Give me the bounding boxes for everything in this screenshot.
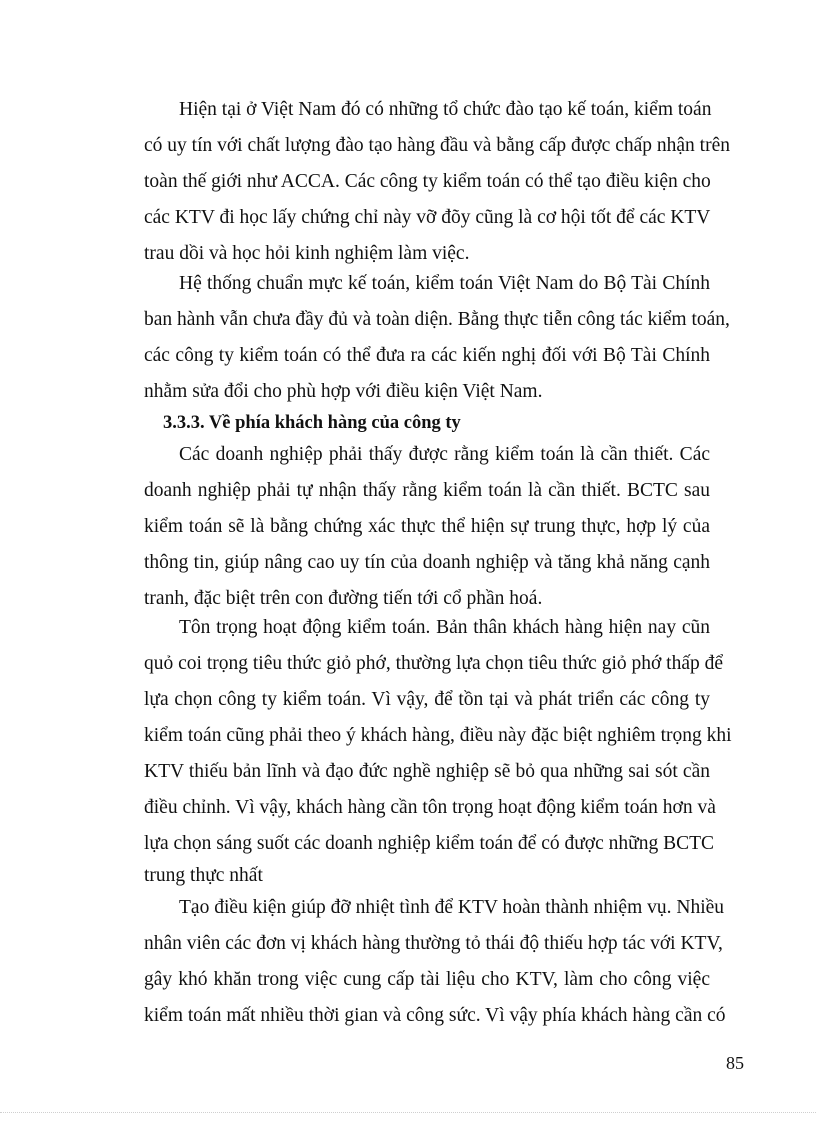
paragraph-line: Tôn trọng hoạt động kiểm toán. Bản thân khách hàng hiện nay cũn [179,617,710,638]
paragraph-line: Hệ thống chuẩn mực kế toán, kiểm toán Việt Nam do Bộ Tài Chính [179,273,710,294]
paragraph-line: trung thực nhất [144,865,263,886]
paragraph-line: có uy tín với chất lượng đào tạo hàng đầu và bằng cấp được chấp nhận trên [144,135,730,156]
paragraph-line: KTV thiếu bản lĩnh và đạo đức nghề nghiệp sẽ bỏ qua những sai sót cần [144,761,710,782]
paragraph-line: lựa chọn công ty kiểm toán. Vì vậy, để tồn tại và phát triển các công ty [144,689,710,710]
paragraph-line: nhằm sửa đổi cho phù hợp với điều kiện Việt Nam. [144,381,543,402]
paragraph-line: ban hành vẫn chưa đầy đủ và toàn diện. Bằng thực tiễn công tác kiểm toán, [144,309,730,330]
footer-divider [0,1112,816,1113]
paragraph-line: Tạo điều kiện giúp đỡ nhiệt tình để KTV hoàn thành nhiệm vụ. Nhiều [179,897,725,918]
section-heading: 3.3.3. Về phía khách hàng của công ty [163,413,461,433]
paragraph-line: doanh nghiệp phải tự nhận thấy rằng kiểm toán là cần thiết. BCTC sau [144,480,710,501]
paragraph-line: trau dồi và học hỏi kinh nghiệm làm việc. [144,243,470,264]
paragraph-line: điều chỉnh. Vì vậy, khách hàng cần tôn trọng hoạt động kiểm toán hơn và [144,797,716,818]
paragraph-line: kiểm toán sẽ là bằng chứng xác thực thể hiện sự trung thực, hợp lý của [144,516,710,537]
page-number: 85 [726,1053,744,1073]
paragraph-line: tranh, đặc biệt trên con đường tiến tới cổ phần hoá. [144,588,543,609]
paragraph-line: các KTV đi học lấy chứng chỉ này vỡ đõy cũng là cơ hội tốt để các KTV [144,207,711,228]
paragraph-line: nhân viên các đơn vị khách hàng thường tỏ thái độ thiếu hợp tác với KTV, [144,933,723,954]
paragraph-line: toàn thế giới như ACCA. Các công ty kiểm toán có thể tạo điều kiện cho [144,171,711,192]
paragraph-line: Hiện tại ở Việt Nam đó có những tổ chức đào tạo kế toán, kiểm toán [179,99,712,120]
paragraph-line: các công ty kiểm toán có thể đưa ra các kiến nghị đối với Bộ Tài Chính [144,345,710,366]
paragraph-line: lựa chọn sáng suốt các doanh nghiệp kiểm toán để có được những BCTC [144,833,715,854]
paragraph-line: quỏ coi trọng tiêu thức giỏ phớ, thường lựa chọn tiêu thức giỏ phớ thấp để [144,653,724,674]
paragraph-line: Các doanh nghiệp phải thấy được rằng kiểm toán là cần thiết. Các [179,444,710,465]
paragraph-line: thông tin, giúp nâng cao uy tín của doanh nghiệp và tăng khả năng cạnh [144,552,710,573]
paragraph-line: kiểm toán cũng phải theo ý khách hàng, điều này đặc biệt nghiêm trọng khi [144,725,732,746]
paragraph-line: kiểm toán mất nhiều thời gian và công sức. Vì vậy phía khách hàng cần có [144,1005,726,1026]
paragraph-line: gây khó khăn trong việc cung cấp tài liệu cho KTV, làm cho công việc [144,969,710,990]
